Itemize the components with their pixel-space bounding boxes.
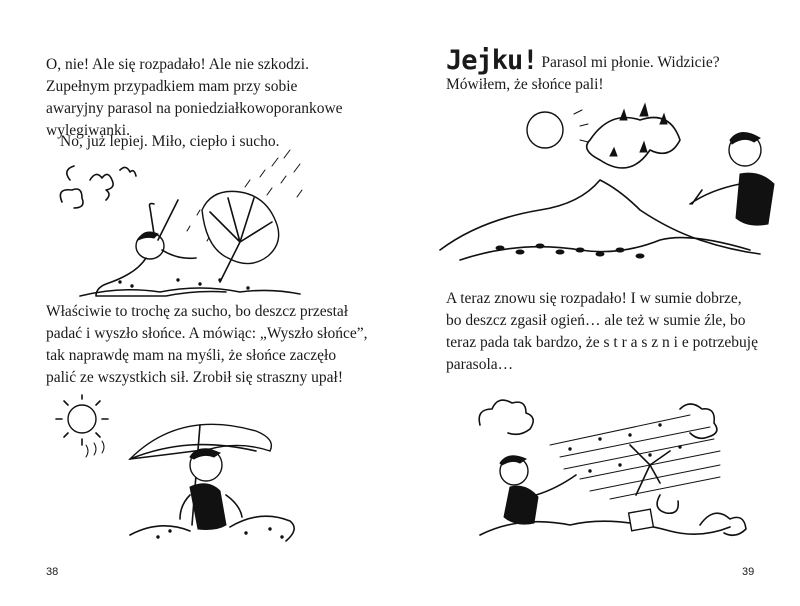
illustration-umbrella-sun <box>50 395 340 545</box>
left-paragraph-1: O, nie! Ale się rozpadało! Ale nie szkodzi. Zupełnym przypadkiem mam przy sobie awaryjny parasol na poniedziałkowoporankowe wylegiwanki. <box>46 56 343 139</box>
right-paragraph-2: A teraz znowu się rozpadało! I w sumie dobrze, bo deszcz zgasił ogień… ale też w sumie źle, bo teraz pada tak bardzo, że s t r a s z n i e potrzebuję parasola… <box>446 290 758 373</box>
illustration-heavy-rain <box>460 395 770 555</box>
page-number-right: 39 <box>742 566 755 578</box>
right-paragraph-1-line-2: Mówiłem, że słońce pali! <box>446 76 604 93</box>
illustration-burning-umbrella <box>440 100 780 280</box>
right-page <box>400 0 800 606</box>
left-paragraph-2: No, już lepiej. Miło, ciepło i sucho. <box>60 133 280 150</box>
right-paragraph-1-text: Parasol mi płonie. Widzicie? <box>537 54 720 71</box>
exclamation-jejku: Jejku! <box>446 45 538 76</box>
page-number-left: 38 <box>46 566 59 578</box>
left-paragraph-3: Właściwie to trochę za sucho, bo deszcz przestał padać i wyszło słońce. A mówiąc: „Wyszło słońce”, tak naprawdę mam na myśli, że słońce zaczęło palić ze wszystkich sił. Zrobił się straszny upał! <box>46 303 368 386</box>
illustration-umbrella-rain <box>50 150 320 300</box>
right-paragraph-1 <box>446 45 720 76</box>
